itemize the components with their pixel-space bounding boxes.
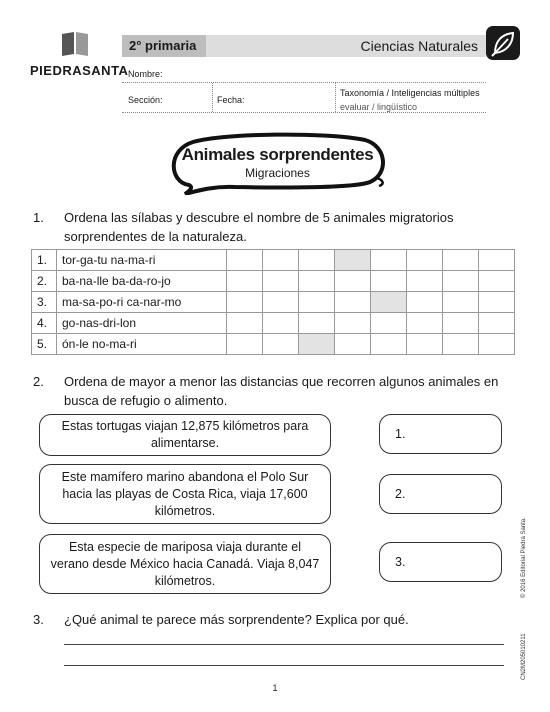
divider (212, 83, 213, 112)
grade-label: 2° primaria (122, 35, 206, 57)
letter-cell[interactable] (479, 271, 515, 292)
question-number: 1. (33, 210, 44, 225)
product-code: CN2M205010211 (521, 633, 527, 680)
worksheet-header (122, 35, 486, 113)
leaf-icon (486, 26, 520, 60)
letter-cell[interactable] (299, 334, 335, 355)
question-2 (0, 372, 550, 412)
letter-cell[interactable] (335, 271, 371, 292)
letter-cell[interactable] (299, 250, 335, 271)
page-number: 1 (272, 683, 278, 693)
leaf-icon-box (486, 26, 520, 60)
divider (335, 83, 336, 112)
row-number: 3. (32, 292, 57, 313)
letter-cell[interactable] (443, 271, 479, 292)
letter-cell[interactable] (479, 334, 515, 355)
title-banner (165, 130, 390, 195)
question-text: ¿Qué animal te parece más sorprendente? Explica por qué. (64, 612, 409, 627)
subject-label: Ciencias Naturales (360, 38, 478, 54)
letter-cell[interactable] (407, 313, 443, 334)
header-bar (122, 35, 486, 57)
table-row (32, 292, 515, 313)
taxonomy-label: Taxonomía / Inteligencias múltiples (340, 88, 480, 98)
letter-cell[interactable] (371, 292, 407, 313)
date-label: Fecha: (217, 95, 245, 105)
question-text: Ordena las sílabas y descubre el nombre de 5 animales migratorios sorprendentes de la naturaleza. (64, 210, 454, 244)
letter-cell[interactable] (299, 292, 335, 313)
answer-box[interactable]: 1. (379, 414, 502, 454)
letter-cell[interactable] (335, 313, 371, 334)
distance-card: Este mamífero marino abandona el Polo Sur hacia las playas de Costa Rica, viaja 17,600 kilómetros. (39, 464, 331, 524)
letter-cell[interactable] (443, 334, 479, 355)
name-row (122, 57, 486, 83)
letter-cell[interactable] (371, 313, 407, 334)
letter-cell[interactable] (371, 271, 407, 292)
answer-line[interactable] (64, 665, 504, 666)
answer-box[interactable]: 3. (379, 542, 502, 582)
distance-card: Esta especie de mariposa viaja durante el verano desde México hacia Canadá. Viaja 8,047 kilómetros. (39, 534, 331, 594)
table-row (32, 250, 515, 271)
letter-cell[interactable] (479, 292, 515, 313)
syllable-table (31, 249, 515, 355)
letter-cell[interactable] (479, 313, 515, 334)
letter-cell[interactable] (407, 334, 443, 355)
letter-cell[interactable] (335, 334, 371, 355)
letter-cell[interactable] (299, 271, 335, 292)
letter-cell[interactable] (263, 292, 299, 313)
letter-cell[interactable] (407, 271, 443, 292)
row-number: 2. (32, 271, 57, 292)
question-3 (0, 610, 550, 630)
question-text: Ordena de mayor a menor las distancias que recorren algunos animales en busca de refugio o alimento. (64, 374, 499, 408)
taxonomy-value: evaluar / lingüístico (340, 102, 418, 112)
letter-cell[interactable] (227, 250, 263, 271)
table-row (32, 271, 515, 292)
row-number: 1. (32, 250, 57, 271)
letter-cell[interactable] (371, 250, 407, 271)
syllables-cell: tor-ga-tu na-ma-ri (57, 250, 227, 271)
worksheet-subtitle: Migraciones (245, 166, 310, 180)
letter-cell[interactable] (263, 334, 299, 355)
letter-cell[interactable] (335, 292, 371, 313)
distance-card: Estas tortugas viajan 12,875 kilómetros para alimentarse. (39, 414, 331, 456)
letter-cell[interactable] (407, 250, 443, 271)
letter-cell[interactable] (443, 250, 479, 271)
taxonomy-block (340, 86, 480, 114)
table-row (32, 313, 515, 334)
letter-cell[interactable] (479, 250, 515, 271)
letter-cell[interactable] (227, 271, 263, 292)
section-label: Sección: (128, 95, 163, 105)
book-icon (60, 30, 90, 56)
worksheet-title: Animales sorprendentes (181, 145, 374, 164)
brand-name: PIEDRASANTA (30, 63, 129, 78)
letter-cell[interactable] (263, 313, 299, 334)
syllables-cell: go-nas-dri-lon (57, 313, 227, 334)
syllables-cell: ma-sa-po-ri ca-nar-mo (57, 292, 227, 313)
question-1 (0, 208, 550, 248)
row-number: 5. (32, 334, 57, 355)
name-label: Nombre: (128, 69, 163, 79)
syllables-cell: ba-na-lle ba-da-ro-jo (57, 271, 227, 292)
letter-cell[interactable] (335, 250, 371, 271)
letter-cell[interactable] (443, 292, 479, 313)
letter-cell[interactable] (371, 334, 407, 355)
letter-cell[interactable] (443, 313, 479, 334)
letter-cell[interactable] (263, 250, 299, 271)
letter-cell[interactable] (227, 313, 263, 334)
row-number: 4. (32, 313, 57, 334)
letter-cell[interactable] (263, 271, 299, 292)
question-number: 3. (33, 612, 44, 627)
answer-box[interactable]: 2. (379, 474, 502, 514)
brand-logo (30, 30, 129, 78)
letter-cell[interactable] (227, 334, 263, 355)
letter-cell[interactable] (299, 313, 335, 334)
letter-cell[interactable] (227, 292, 263, 313)
section-row (122, 83, 486, 113)
answer-line[interactable] (64, 644, 504, 645)
question-number: 2. (33, 374, 44, 389)
syllables-cell: ón-le no-ma-ri (57, 334, 227, 355)
table-row (32, 334, 515, 355)
letter-cell[interactable] (407, 292, 443, 313)
copyright-text: © 2016 Editorial Piedra Santa. (521, 517, 527, 598)
